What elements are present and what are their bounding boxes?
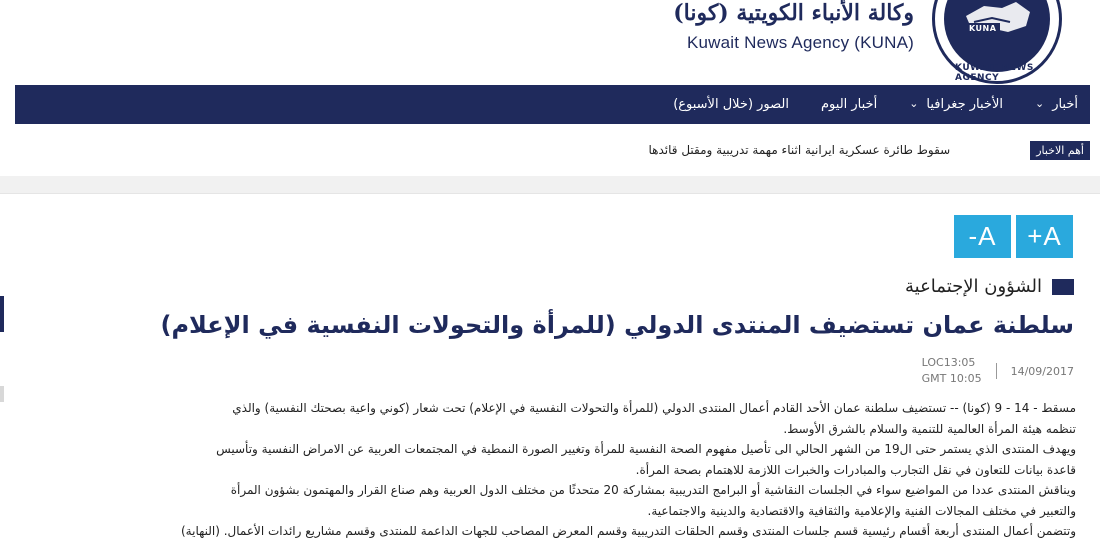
logo-english-title[interactable]: Kuwait News Agency (KUNA) xyxy=(686,33,914,52)
article-paragraph: قاعدة بيانات للتعاون في نقل التجارب والمبادرات والخبرات اللازمة للاهتمام بصحة المرأة. xyxy=(635,462,1076,477)
seal-bottom-text: KUWAIT NEWS AGENCY xyxy=(955,63,1034,83)
section-heading xyxy=(905,276,1074,297)
article-title: سلطنة عمان تستضيف المنتدى الدولي (للمرأة والتحولات النفسية في الإعلام) xyxy=(160,311,1074,339)
font-increase-button[interactable]: +A xyxy=(1016,215,1073,258)
article-paragraph: تنظمه هيئة المرأة العالمية للتنمية والسلام بالشرق الأوسط. xyxy=(783,421,1076,436)
map-icon xyxy=(944,0,1050,72)
chevron-down-icon: ⌄ xyxy=(1034,97,1045,110)
nav-item-geo-news[interactable] xyxy=(893,85,1019,124)
chevron-down-icon: ⌄ xyxy=(909,97,919,110)
nav-item-label: أخبار اليوم xyxy=(821,97,878,112)
nav-item-label: الأخبار جغرافيا xyxy=(926,97,1003,112)
article-paragraph: والتعبير في مختلف المجالات الفنية والإعلامية والثقافية والاقتصادية والدينية والاجتماعية. xyxy=(647,503,1076,518)
nav-item-photos-week[interactable] xyxy=(657,85,805,124)
nav-item-news[interactable] xyxy=(1019,85,1080,124)
left-edge-tab[interactable] xyxy=(0,296,4,332)
meta-divider xyxy=(996,363,997,379)
section-label[interactable]: الشؤون الإجتماعية xyxy=(904,276,1042,297)
breaking-news-label: أهم الاخبار xyxy=(1030,141,1090,160)
article-paragraph: ويهدف المنتدى الذي يستمر حتى ال19 من الشهر الحالي الى تأصيل مفهوم الصحة النفسية للمرأة وتغيير الصورة النمطية في المجتمعات العربية عن الامراض النفسية وتأسيس xyxy=(216,442,1076,456)
article-paragraph: ويناقش المنتدى عددا من المواضيع سواء في الجلسات النقاشية أو البرامج التدريبية بمشاركة 20 متحدثًا من مختلف الدول العربية وهم صناع القرار والمهتمون بشؤون المرأة xyxy=(230,483,1076,497)
nav-item-label: أخبار xyxy=(1052,97,1078,112)
article-paragraph: وتتضمن أعمال المنتدى أربعة أقسام رئيسية قسم جلسات المنتدى وقسم الحلقات التدريبية وقسم المعرض المصاحب للجهات الداعمة للمنتدى وقسم مشاريع رائدات الأعمال. (النهاية) xyxy=(180,524,1076,538)
separator-band xyxy=(0,176,1100,194)
left-edge-divider xyxy=(0,386,4,402)
time-local: LOC13:05 xyxy=(921,356,976,369)
breaking-news-bar xyxy=(15,124,1090,176)
article-body xyxy=(66,398,1076,542)
article-times xyxy=(922,355,982,387)
article-date: 14/09/2017 xyxy=(1010,364,1074,378)
site-header xyxy=(566,0,1086,84)
section-square-icon xyxy=(1052,279,1074,295)
main-nav xyxy=(15,85,1090,124)
seal-top-text: KUNA xyxy=(965,23,1000,34)
nav-item-today-news[interactable] xyxy=(805,85,893,124)
kuna-logo-seal[interactable] xyxy=(932,0,1062,84)
logo-arabic-title[interactable]: وكالة الأنباء الكويتية (كونا) xyxy=(673,0,914,26)
article-meta xyxy=(922,355,1074,387)
font-decrease-button[interactable]: -A xyxy=(954,215,1011,258)
nav-item-label: الصور (خلال الأسبوع) xyxy=(673,97,789,112)
breaking-news-headline[interactable]: سقوط طائرة عسكرية ايرانية اثناء مهمة تدريبية ومقتل قائدها xyxy=(648,143,951,157)
time-gmt: GMT 10:05 xyxy=(921,372,982,385)
article-paragraph: مسقط - 14 - 9 (كونا) -- تستضيف سلطنة عمان الأحد القادم أعمال المنتدى الدولي (للمرأة والتحولات النفسية في الإعلام) تحت شعار (كوني واعية بصحتك النفسية) والذي xyxy=(232,401,1076,415)
